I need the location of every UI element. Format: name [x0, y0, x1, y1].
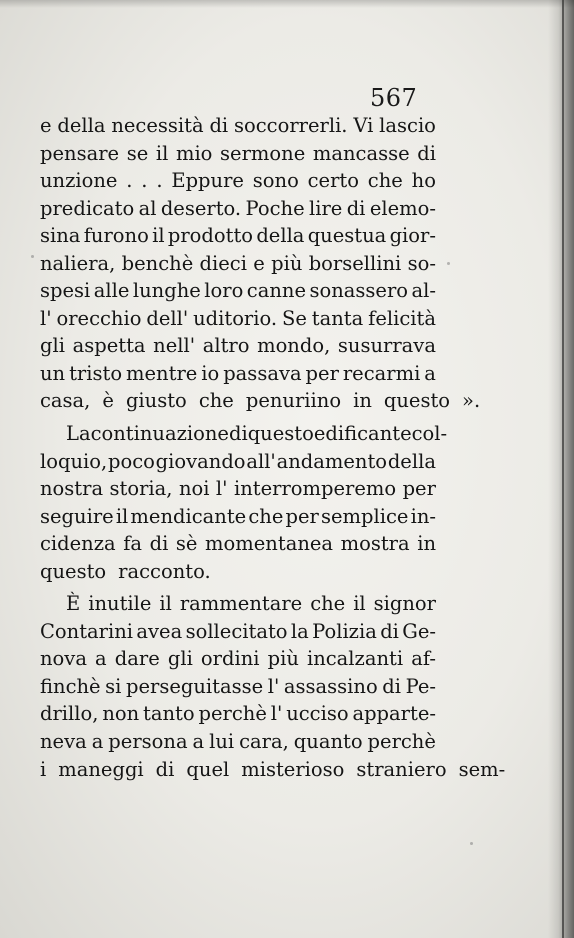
- text-line: cidenza fa di sè momentanea mostra in: [40, 532, 436, 556]
- text-line: e della necessità di soccorrerli. Vi lascio: [40, 114, 436, 137]
- text-line: sina furono il prodotto della questua gior-: [40, 224, 436, 248]
- binding-edge: [562, 0, 564, 938]
- text-line: finchè si perseguitasse l' assassino di Pe-: [40, 674, 436, 698]
- page-number: 567: [370, 84, 418, 112]
- text-line: È inutile il rammentare che il signor: [66, 592, 436, 616]
- page-top-edge: [0, 0, 574, 8]
- text-line: drillo, non tanto perchè l' ucciso apparte-: [40, 702, 436, 726]
- text-line: neva a persona a lui cara, quanto perchè: [40, 730, 436, 754]
- text-line: pensare se il mio sermone mancasse di: [40, 141, 436, 165]
- text-line: predicato al deserto. Poche lire di elemo-: [40, 196, 436, 220]
- text-line: un tristo mentre io passava per recarmi a: [40, 361, 436, 385]
- text-line: nostra storia, noi l' interromperemo per: [40, 477, 436, 501]
- text-line: spesi alle lunghe loro canne sonassero al-: [40, 279, 436, 303]
- binding-shadow: [548, 0, 574, 938]
- text-line: casa, è giusto che penuriino in questo ».: [40, 389, 481, 413]
- text-line: naliera, benchè dieci e più borsellini so-: [40, 251, 436, 275]
- body-text: [40, 112, 506, 783]
- paper-speck: [470, 842, 473, 845]
- text-line: Contarini avea sollecitato la Polizia di Ge-: [40, 619, 436, 643]
- text-line: nova a dare gli ordini più incalzanti af-: [40, 647, 436, 671]
- text-line: questo racconto.: [40, 559, 211, 583]
- text-line: La continuazione di questo edificante col-: [66, 422, 448, 446]
- paper-speck: [447, 262, 450, 265]
- text-line: i maneggi di quel misterioso straniero sem-: [40, 757, 506, 781]
- text-line: l' orecchio dell' uditorio. Se tanta felicità: [40, 306, 436, 330]
- text-line: gli aspetta nell' altro mondo, susurrava: [40, 334, 436, 358]
- text-line: loquio, poco giovando all' andamento della: [40, 449, 436, 473]
- text-line: seguire il mendicante che per semplice in-: [40, 504, 436, 528]
- paper-speck: [31, 255, 34, 258]
- text-line: unzione . . . Eppure sono certo che ho: [40, 169, 436, 193]
